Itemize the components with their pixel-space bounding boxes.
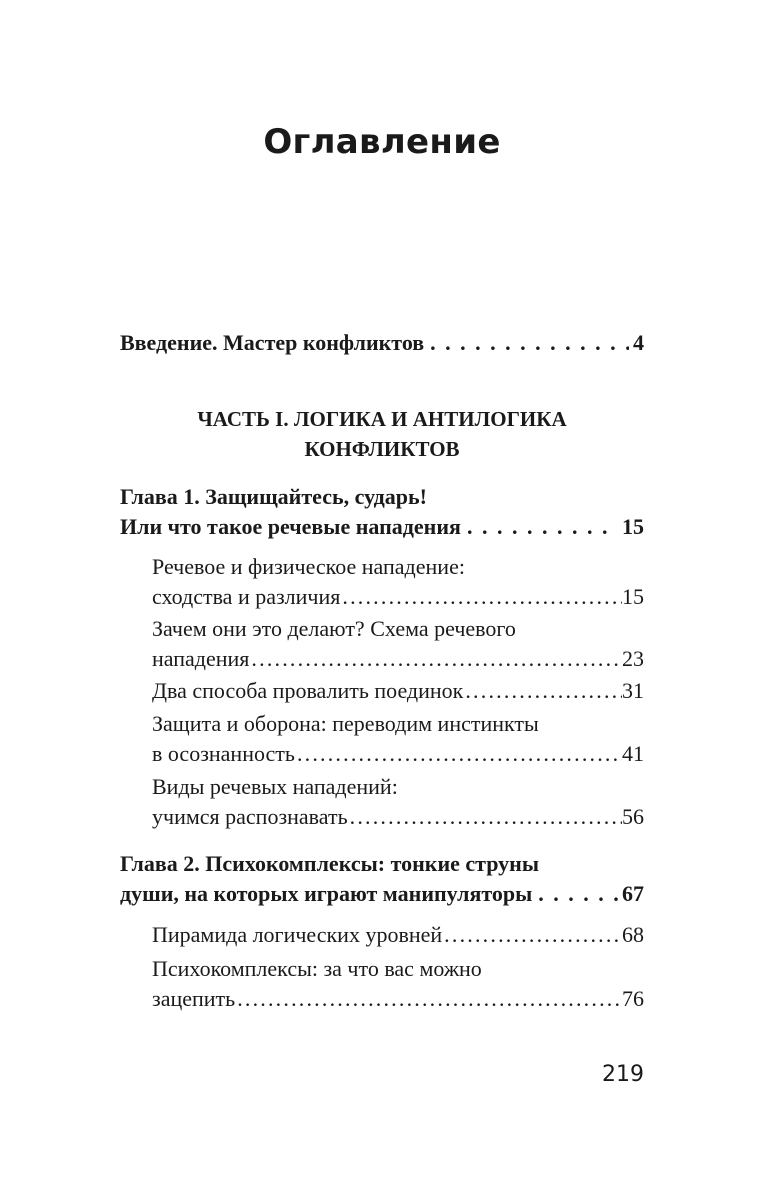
page-number: 219 xyxy=(602,1062,644,1087)
toc-section[interactable] xyxy=(120,920,644,950)
section-title-line1: Речевое и физическое нападение: xyxy=(152,554,465,579)
toc-page-number: 15 xyxy=(622,584,644,609)
toc-section[interactable] xyxy=(120,954,644,1014)
part-heading-line2: КОНФЛИКТОВ xyxy=(304,437,460,461)
toc-entry-title: Введение. Мастер конфликтов xyxy=(120,330,425,355)
section-title-line2: Два способа провалить поединок xyxy=(152,678,464,703)
toc-page-number: 67 xyxy=(622,881,644,906)
toc-page-number: 23 xyxy=(622,646,644,671)
page-title: Оглавление xyxy=(263,122,501,162)
section-title-line1: Зачем они это делают? Схема речевого xyxy=(152,616,516,641)
toc-page-number: 31 xyxy=(622,678,644,703)
toc-entry-introduction[interactable] xyxy=(120,328,644,358)
toc-section[interactable] xyxy=(120,772,644,832)
toc-page-number: 68 xyxy=(622,922,644,947)
toc-page-number: 4 xyxy=(633,330,644,355)
toc-section[interactable] xyxy=(120,552,644,612)
section-title-line2: в осознанность xyxy=(152,741,295,766)
toc-leader-dots xyxy=(538,879,618,909)
chapter-title-line2: Или что такое речевые нападения xyxy=(120,514,461,539)
part-heading-line1: ЧАСТЬ I. ЛОГИКА И АНТИЛОГИКА xyxy=(197,407,567,431)
toc-leader-dots xyxy=(467,512,618,542)
toc-page-number: 15 xyxy=(622,514,644,539)
toc-section[interactable] xyxy=(120,709,644,769)
toc-leader-dots xyxy=(465,676,622,706)
section-title-line2: нападения xyxy=(152,646,250,671)
toc-leader-dots xyxy=(350,802,622,832)
section-title-line2: Пирамида логических уровней xyxy=(152,922,443,947)
toc-chapter-1[interactable] xyxy=(120,482,644,542)
toc-chapter-2[interactable] xyxy=(120,849,644,909)
toc-section[interactable] xyxy=(120,676,644,706)
chapter-title-line1: Глава 2. Психокомплексы: тонкие струны xyxy=(120,851,540,876)
toc-page-number: 56 xyxy=(622,804,644,829)
toc-leader-dots xyxy=(251,644,622,674)
section-title-line2: учимся распознавать xyxy=(152,804,348,829)
section-title-line1: Виды речевых нападений: xyxy=(152,774,398,799)
chapter-title-line2: души, на которых играют манипуляторы xyxy=(120,881,533,906)
section-title-line2: сходства и различия xyxy=(152,584,341,609)
toc-leader-dots xyxy=(297,739,622,769)
section-title-line2: зацепить xyxy=(152,986,236,1011)
toc-page-number: 76 xyxy=(622,986,644,1011)
section-title-line1: Психокомплексы: за что вас можно xyxy=(152,956,482,981)
toc-leader-dots xyxy=(342,582,622,612)
section-title-line1: Защита и оборона: переводим инстинкты xyxy=(152,711,539,736)
toc-leader-dots xyxy=(237,984,622,1014)
chapter-title-line1: Глава 1. Защищайтесь, сударь! xyxy=(120,484,428,509)
toc-page-number: 41 xyxy=(622,741,644,766)
toc-section[interactable] xyxy=(120,614,644,674)
toc-leader-dots xyxy=(430,328,629,358)
toc-part-heading xyxy=(120,404,644,464)
toc-leader-dots xyxy=(444,920,622,950)
